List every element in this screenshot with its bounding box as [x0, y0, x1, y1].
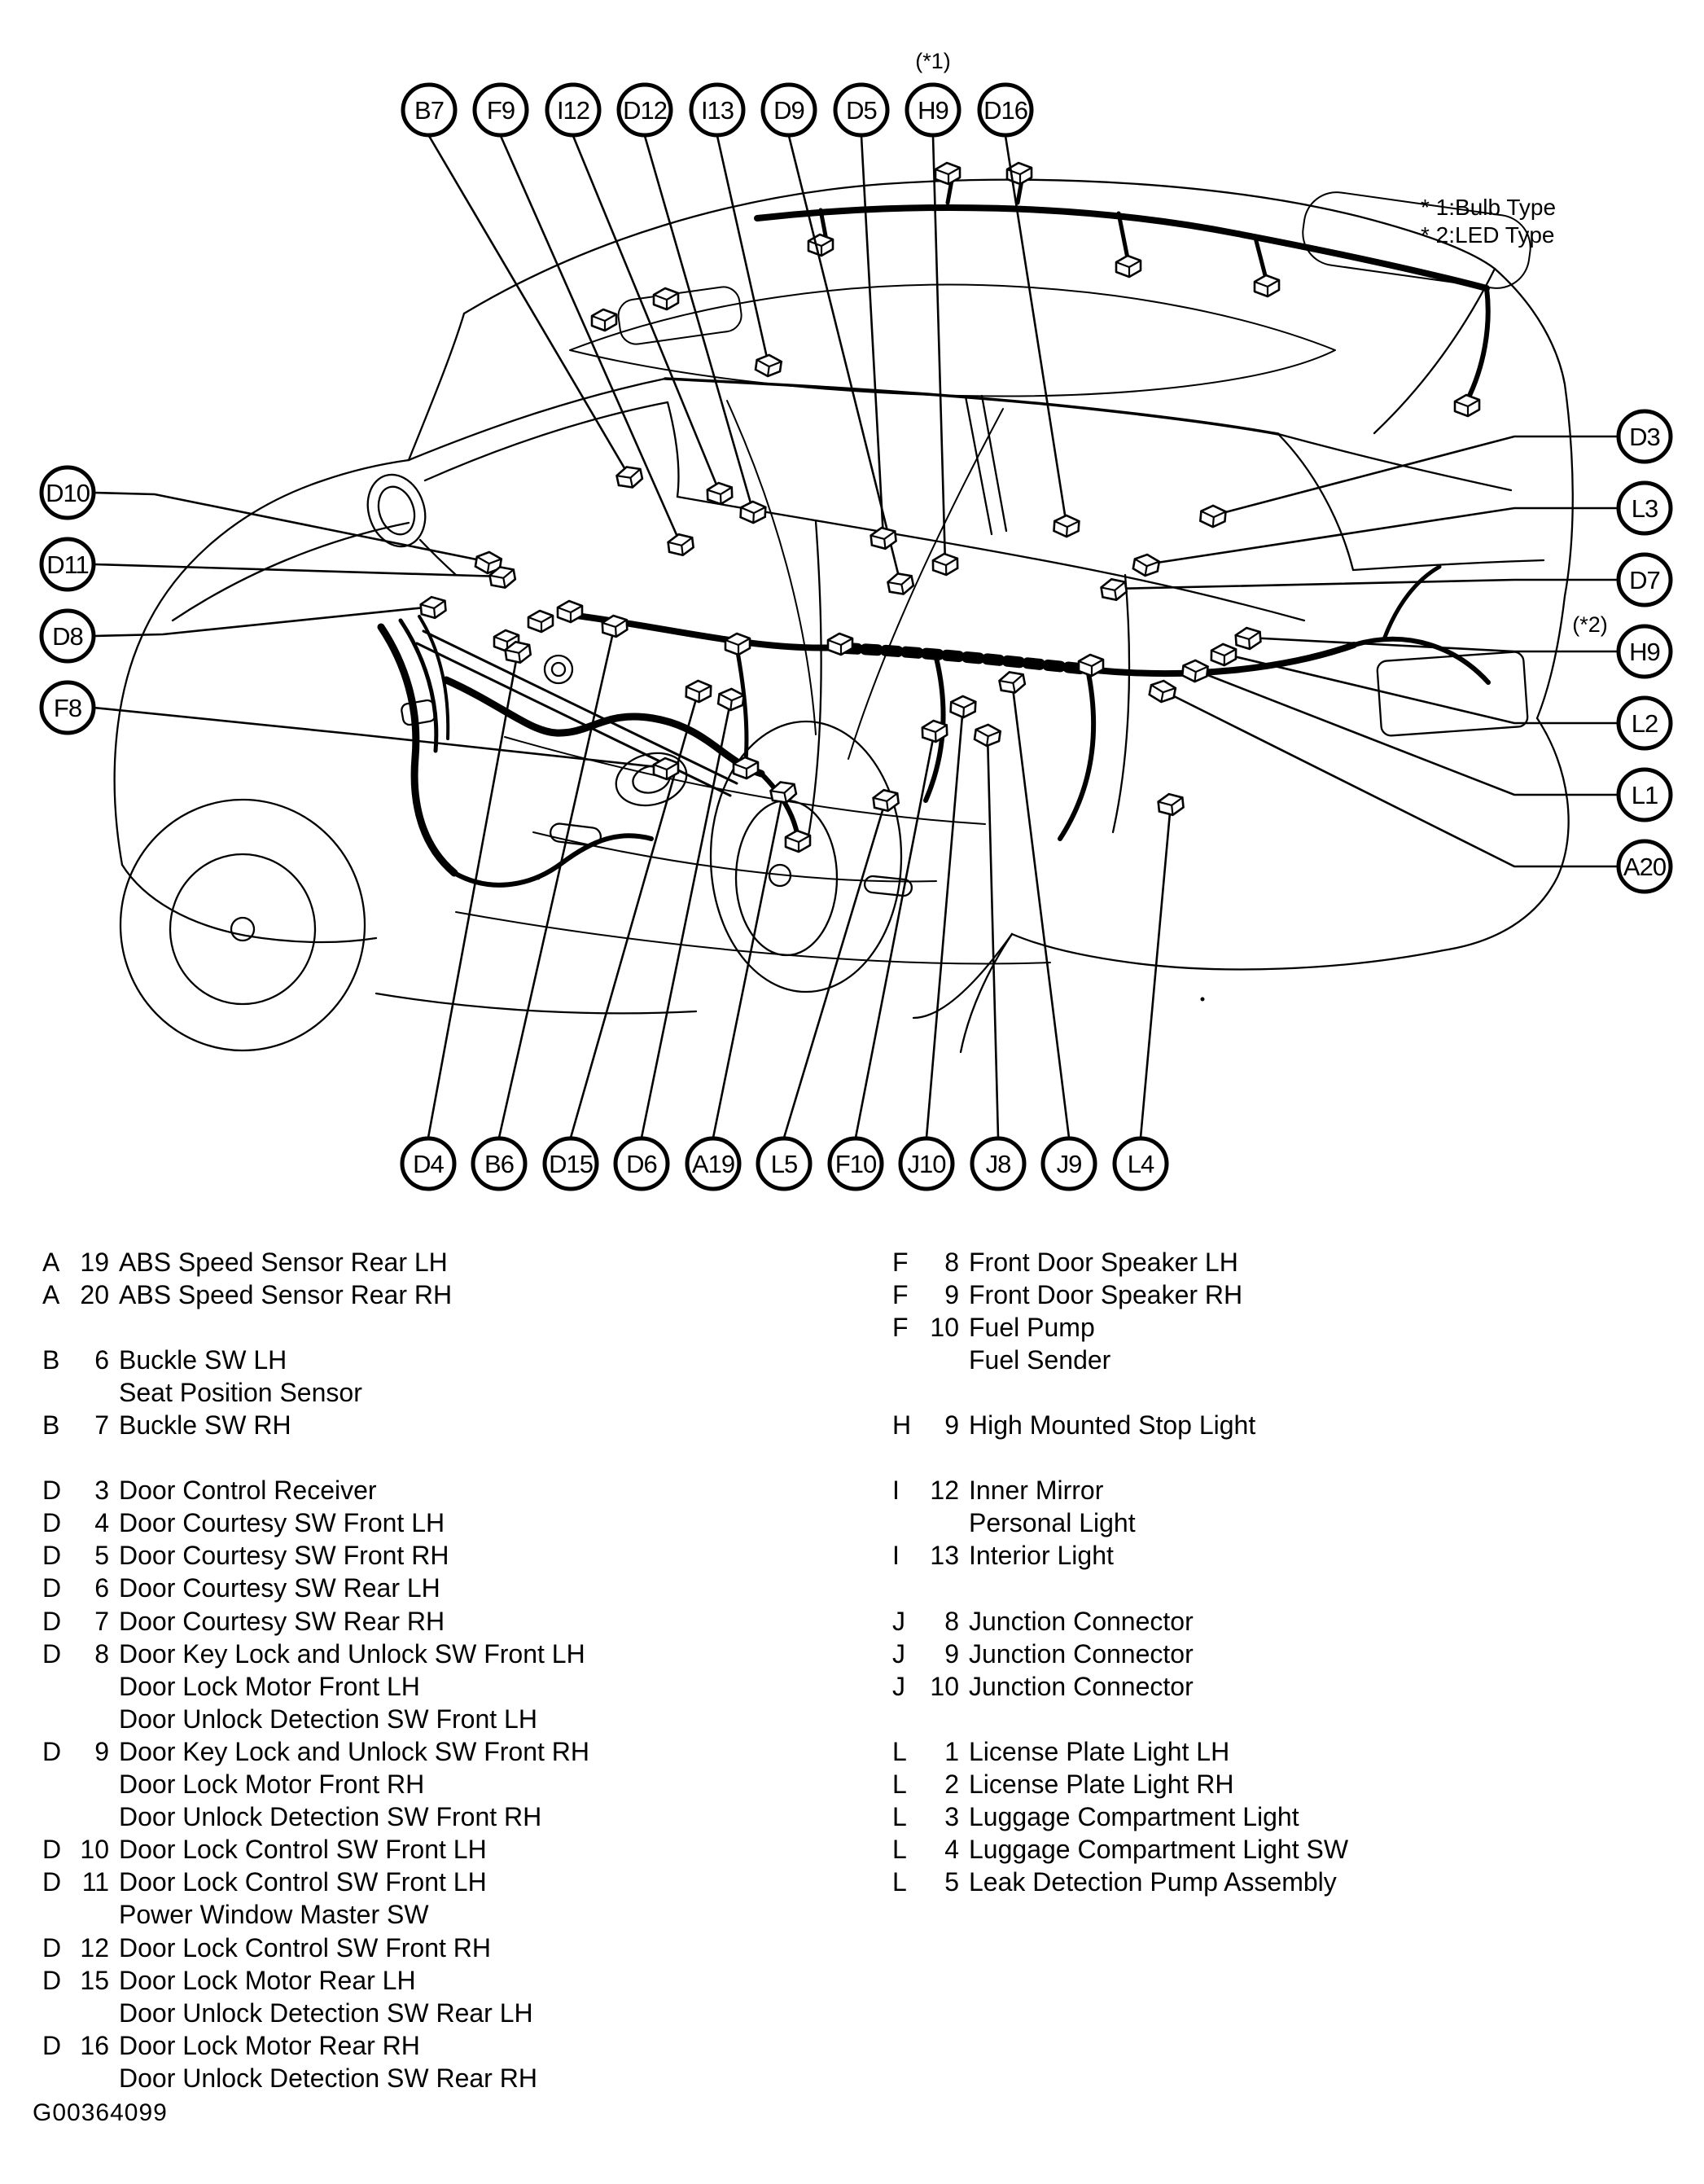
leader-B7	[429, 136, 629, 476]
callout-label-H9: H9	[918, 96, 948, 125]
legend-code-number: 2	[944, 1770, 959, 1800]
legend-code-number: 9	[944, 1279, 959, 1309]
legend-component-name: Door Lock Motor Rear LH	[119, 1965, 416, 1995]
legend-code-number: 5	[94, 1541, 109, 1571]
belt-retractor-inner	[552, 663, 565, 676]
legend-code-number: 9	[94, 1736, 109, 1766]
legend-code-number: 16	[80, 2030, 109, 2060]
leader-I13	[717, 136, 769, 365]
legend-entry-L2	[892, 1769, 1348, 1801]
connector-D8	[420, 596, 446, 620]
leader-D7	[1114, 580, 1619, 589]
rear-bumper	[1012, 718, 1569, 969]
legend-code-letter: D	[42, 1476, 62, 1506]
callout-label-J9: J9	[1056, 1150, 1082, 1178]
callout-label-D9: D9	[773, 96, 804, 125]
legend-code-number: 7	[94, 1606, 109, 1636]
legend-code-number: 8	[944, 1606, 959, 1636]
legend-code-letter: D	[42, 1638, 62, 1669]
ink-speck	[1201, 998, 1205, 1002]
legend-entry-L3	[892, 1801, 1348, 1834]
legend-entry-L5	[892, 1866, 1348, 1899]
callout-label-D15: D15	[549, 1150, 593, 1178]
side-mirror-glass	[373, 482, 420, 539]
door-harness-loop	[454, 835, 651, 885]
legend-code-letter: A	[42, 1279, 60, 1309]
legend-code-number: 10	[80, 1835, 109, 1865]
legend-code-letter: D	[42, 1508, 62, 1538]
legend-code-letter: L	[892, 1835, 907, 1865]
leader-F10	[856, 730, 935, 1138]
callout-label-J10: J10	[907, 1150, 946, 1178]
leader-D16	[1005, 136, 1067, 525]
connector-L1	[1182, 659, 1209, 682]
leader-D11	[94, 564, 502, 577]
connector-J9	[998, 669, 1026, 695]
legend-gap	[892, 1442, 1348, 1475]
legend-entry-D9	[42, 1735, 589, 1768]
legend-component-name: Door Courtesy SW Rear RH	[119, 1606, 445, 1636]
legend-entry-D6	[42, 1572, 589, 1605]
legend-component-name: Door Courtesy SW Front RH	[119, 1541, 449, 1571]
connector-D9	[887, 571, 914, 596]
leader-A19	[713, 792, 783, 1138]
legend-component-name: Buckle SW RH	[119, 1410, 291, 1441]
callout-label-F10: F10	[834, 1150, 877, 1178]
legend-component-name: Door Key Lock and Unlock SW Front LH	[119, 1638, 585, 1669]
callout-label-D11: D11	[46, 550, 89, 579]
legend-code-letter: I	[892, 1476, 900, 1506]
type-notes	[1421, 194, 1556, 249]
legend-code-letter: I	[892, 1541, 900, 1571]
legend-component-name: Door Lock Motor Rear RH	[119, 2030, 420, 2060]
legend-code-number: 3	[944, 1802, 959, 1832]
legend-entry-continuation	[42, 2062, 589, 2094]
legend-entry-continuation	[42, 1997, 589, 2029]
c-pillar-harness	[1467, 288, 1488, 401]
callout-label-B6: B6	[484, 1150, 514, 1178]
legend-entry-L4	[892, 1834, 1348, 1866]
legend-code-letter: D	[42, 1736, 62, 1766]
legend-entry-F10	[892, 1311, 1348, 1344]
legend-component-name: Door Lock Control SW Front RH	[119, 1932, 492, 1963]
callout-label-F9: F9	[486, 96, 515, 125]
legend-code-letter: D	[42, 1606, 62, 1636]
legend-entry-continuation	[42, 1670, 589, 1703]
callout-label-D6: D6	[626, 1150, 657, 1178]
legend-entry-B7	[42, 1409, 589, 1441]
leader-F8	[94, 708, 666, 768]
leader-D4	[428, 651, 518, 1138]
sill-harness	[417, 631, 737, 796]
callout-label-H9: H9	[1629, 638, 1660, 666]
callout-label-D16: D16	[983, 96, 1027, 125]
note-led-type: * 2:LED Type	[1421, 222, 1555, 248]
leader-A20	[1163, 691, 1619, 866]
legend-component-name: Door Courtesy SW Rear LH	[119, 1573, 440, 1603]
connector-I12	[707, 482, 733, 504]
leader-D10	[94, 493, 488, 562]
legend-component-name: Door Unlock Detection SW Front LH	[119, 1704, 537, 1734]
rocker-panel	[376, 993, 696, 1013]
callout-label-D3: D3	[1629, 423, 1660, 451]
legend-entry-D15	[42, 1964, 589, 1997]
legend-component-name: Door Key Lock and Unlock SW Front RH	[119, 1736, 589, 1766]
legend-component-name: Door Lock Control SW Front LH	[119, 1867, 487, 1897]
connector-H9	[933, 554, 957, 576]
callout-label-J8: J8	[985, 1150, 1011, 1178]
callout-label-D12: D12	[623, 96, 667, 125]
windshield-edge	[409, 314, 464, 460]
legend-code-letter: H	[892, 1410, 912, 1441]
legend-code-letter: J	[892, 1606, 905, 1636]
legend-code-letter: F	[892, 1247, 909, 1277]
legend-entry-D8	[42, 1638, 589, 1670]
connector-L2	[1211, 644, 1236, 666]
legend-entry-F9	[892, 1278, 1348, 1311]
callout-label-L4: L4	[1127, 1150, 1154, 1178]
figure-code: G00364099	[33, 2099, 168, 2126]
legend-component-name: Junction Connector	[969, 1606, 1194, 1636]
legend-entry-continuation	[892, 1344, 1348, 1376]
callout-label-D10: D10	[46, 479, 90, 507]
connector-D15	[686, 680, 712, 702]
legend-entry-continuation	[42, 1801, 589, 1834]
callout-label-L5: L5	[770, 1150, 798, 1178]
leader-D5	[861, 136, 883, 537]
connector-boxes	[420, 353, 1261, 816]
legend-code-number: 5	[944, 1867, 959, 1897]
legend-entry-D5	[42, 1540, 589, 1572]
legend-entry-D10	[42, 1834, 589, 1866]
leader-D9	[789, 136, 900, 583]
leader-D12	[645, 136, 753, 511]
connector-L3	[1132, 553, 1160, 578]
legend-entry-D11	[42, 1866, 589, 1899]
callout-label-I12: I12	[556, 96, 590, 125]
legend-component-name: ABS Speed Sensor Rear LH	[119, 1247, 448, 1277]
front-wheel-tire	[120, 800, 365, 1050]
legend-entry-J8	[892, 1605, 1348, 1638]
leader-L4	[1141, 804, 1171, 1138]
legend-gap	[42, 1311, 589, 1344]
legend-gap	[892, 1376, 1348, 1409]
license-plate-recess	[1377, 651, 1528, 736]
trunk-lid	[1278, 434, 1544, 570]
legend-code-number: 12	[80, 1932, 109, 1963]
legend-component-name: Door Control Receiver	[119, 1476, 377, 1506]
legend-component-name: Interior Light	[969, 1541, 1114, 1571]
leader-J10	[926, 706, 963, 1138]
connector-D3	[1200, 505, 1226, 528]
connector-J8	[974, 723, 1001, 748]
legend-code-number: 6	[94, 1344, 109, 1375]
legend-component-name: Door Unlock Detection SW Rear RH	[119, 2063, 537, 2093]
legend-code-letter: D	[42, 1965, 62, 1995]
legend-code-number: 9	[944, 1638, 959, 1669]
legend-entry-continuation	[892, 1507, 1348, 1540]
legend-component-name: Front Door Speaker RH	[969, 1279, 1243, 1309]
legend-entry-D12	[42, 1932, 589, 1964]
legend-code-letter: J	[892, 1671, 905, 1701]
legend-entry-continuation	[42, 1376, 589, 1409]
legend-code-number: 4	[94, 1508, 109, 1538]
legend-entry-J10	[892, 1670, 1348, 1703]
legend-code-number: 7	[94, 1410, 109, 1441]
legend-code-letter: D	[42, 1573, 62, 1603]
legend-code-number: 9	[944, 1410, 959, 1441]
legend-code-letter: D	[42, 1932, 62, 1963]
callout-label-D8: D8	[52, 622, 83, 651]
legend-component-name: Buckle SW LH	[119, 1344, 287, 1375]
legend-code-number: 8	[944, 1247, 959, 1277]
b-pillar	[966, 396, 1006, 534]
harness-branches	[761, 639, 1488, 839]
leader-F9	[501, 136, 681, 544]
legend-component-name: Seat Position Sensor	[119, 1377, 362, 1407]
legend-code-number: 15	[80, 1965, 109, 1995]
legend-code-number: 12	[930, 1476, 959, 1506]
legend-entry-I12	[892, 1475, 1348, 1507]
legend-code-letter: A	[42, 1247, 60, 1277]
legend-component-name: License Plate Light LH	[969, 1736, 1230, 1766]
callout-label-I13: I13	[700, 96, 734, 125]
leader-H9	[933, 136, 945, 564]
leader-D15	[571, 691, 699, 1138]
legend-code-letter: F	[892, 1312, 909, 1342]
legend-column-left	[42, 1246, 589, 2094]
legend-entry-D4	[42, 1507, 589, 1540]
legend-entry-D7	[42, 1605, 589, 1638]
legend-component-name: Fuel Sender	[969, 1344, 1111, 1375]
legend-code-number: 19	[80, 1247, 109, 1277]
legend-component-name: License Plate Light RH	[969, 1770, 1234, 1800]
legend-component-name: Door Unlock Detection SW Front RH	[119, 1802, 542, 1832]
mirror-stem	[420, 540, 456, 575]
legend-component-name: Power Window Master SW	[119, 1900, 429, 1930]
legend-column-right	[892, 1246, 1348, 1899]
legend-code-number: 4	[944, 1835, 959, 1865]
leader-J8	[988, 735, 998, 1138]
callout-label-A20: A20	[1623, 853, 1667, 881]
callout-label-L1: L1	[1631, 781, 1658, 809]
legend-code-letter: L	[892, 1802, 907, 1832]
connector-B7	[615, 464, 644, 490]
a-pillar	[409, 379, 668, 480]
legend-code-letter: D	[42, 1867, 62, 1897]
legend-gap	[892, 1703, 1348, 1735]
legend-code-letter: J	[892, 1638, 905, 1669]
floor-harness	[446, 680, 761, 774]
legend-entry-I13	[892, 1540, 1348, 1572]
legend-code-number: 10	[930, 1671, 959, 1701]
connector-J10	[950, 695, 975, 718]
legend-component-name: Door Lock Motor Front RH	[119, 1770, 425, 1800]
legend-code-number: 6	[94, 1573, 109, 1603]
callout-note-H9: (*2)	[1572, 612, 1608, 637]
legend-code-letter: L	[892, 1867, 907, 1897]
callout-label-D7: D7	[1629, 566, 1660, 594]
legend-entry-L1	[892, 1735, 1348, 1768]
front-bumper	[122, 865, 376, 942]
leader-D3	[1213, 436, 1619, 515]
note-bulb-type: * 1:Bulb Type	[1421, 195, 1557, 220]
rear-lower-body	[961, 934, 1012, 1052]
front-silhouette	[115, 460, 409, 865]
legend-entry-B6	[42, 1344, 589, 1376]
legend-code-number: 11	[81, 1867, 109, 1897]
callout-label-F8: F8	[53, 694, 82, 722]
legend-entry-D3	[42, 1475, 589, 1507]
rocker-rear	[913, 934, 1012, 1018]
legend-component-name: Fuel Pump	[969, 1312, 1095, 1342]
legend-code-number: 8	[94, 1638, 109, 1669]
callout-label-A19: A19	[691, 1150, 735, 1178]
legend-component-name: Door Lock Control SW Front LH	[119, 1835, 487, 1865]
legend-code-letter: D	[42, 1835, 62, 1865]
connector-L4	[1158, 792, 1185, 816]
connector-A20	[1149, 678, 1176, 704]
legend-entry-continuation	[42, 1703, 589, 1735]
c-pillar	[1278, 434, 1353, 570]
legend-component-name: Junction Connector	[969, 1638, 1194, 1669]
legend-entry-A20	[42, 1278, 589, 1311]
connector-D6	[717, 687, 744, 711]
legend-entry-continuation	[42, 1769, 589, 1801]
connector-I13	[755, 353, 782, 378]
legend-entry-A19	[42, 1246, 589, 1278]
legend-entry-D16	[42, 2029, 589, 2062]
legend-code-letter: D	[42, 1541, 62, 1571]
connector-F9	[668, 533, 694, 556]
callout-label-D4: D4	[413, 1150, 444, 1178]
callout-note-H9: (*1)	[915, 49, 951, 73]
legend-gap	[892, 1572, 1348, 1605]
legend-component-name: Front Door Speaker LH	[969, 1247, 1238, 1277]
connector-D16	[1054, 515, 1080, 537]
wiring-harness-art	[381, 163, 1488, 885]
callout-label-D5: D5	[846, 96, 877, 125]
legend-component-name: Door Lock Motor Front LH	[119, 1671, 420, 1701]
cowl-harness	[381, 627, 454, 873]
connector-D7	[1100, 577, 1128, 602]
legend-code-number: 1	[944, 1736, 959, 1766]
legend-entry-J9	[892, 1638, 1348, 1670]
legend-component-name: Personal Light	[969, 1508, 1136, 1538]
callout-label-L3: L3	[1631, 494, 1658, 523]
front-wheel-rim	[170, 854, 315, 1004]
legend-code-number: 3	[94, 1476, 109, 1506]
legend-code-number: 13	[930, 1541, 959, 1571]
legend-component-name: ABS Speed Sensor Rear RH	[119, 1279, 453, 1309]
callout-label-B7: B7	[414, 96, 444, 125]
legend-component-name: Luggage Compartment Light	[969, 1802, 1299, 1832]
legend-code-letter: B	[42, 1410, 60, 1441]
legend-code-letter: L	[892, 1736, 907, 1766]
legend-component-name: Inner Mirror	[969, 1476, 1104, 1506]
legend-component-name: Luggage Compartment Light SW	[969, 1835, 1349, 1865]
connector-D12	[740, 501, 765, 524]
legend-component-name: High Mounted Stop Light	[969, 1410, 1256, 1441]
legend-code-letter: L	[892, 1770, 907, 1800]
legend-code-letter: D	[42, 2030, 62, 2060]
legend-component-name: Junction Connector	[969, 1671, 1194, 1701]
belt-retractor	[545, 656, 572, 683]
legend-component-name: Leak Detection Pump Assembly	[969, 1867, 1337, 1897]
legend-gap	[42, 1442, 589, 1475]
side-mirror	[359, 467, 434, 555]
legend-entry-H9	[892, 1409, 1348, 1441]
legend-code-number: 10	[930, 1312, 959, 1342]
legend-code-letter: B	[42, 1344, 60, 1375]
leader-J9	[1012, 682, 1069, 1138]
legend-code-letter: F	[892, 1279, 909, 1309]
connector-H9	[1235, 627, 1261, 650]
leader-L1	[1195, 670, 1619, 795]
legend-entry-F8	[892, 1246, 1348, 1278]
legend-code-number: 20	[80, 1279, 109, 1309]
callout-label-L2: L2	[1631, 709, 1658, 738]
legend-component-name: Door Courtesy SW Front LH	[119, 1508, 445, 1538]
legend-entry-continuation	[42, 1899, 589, 1932]
front-wheel-hub	[231, 918, 254, 941]
legend-component-name: Door Unlock Detection SW Rear LH	[119, 1998, 533, 2028]
